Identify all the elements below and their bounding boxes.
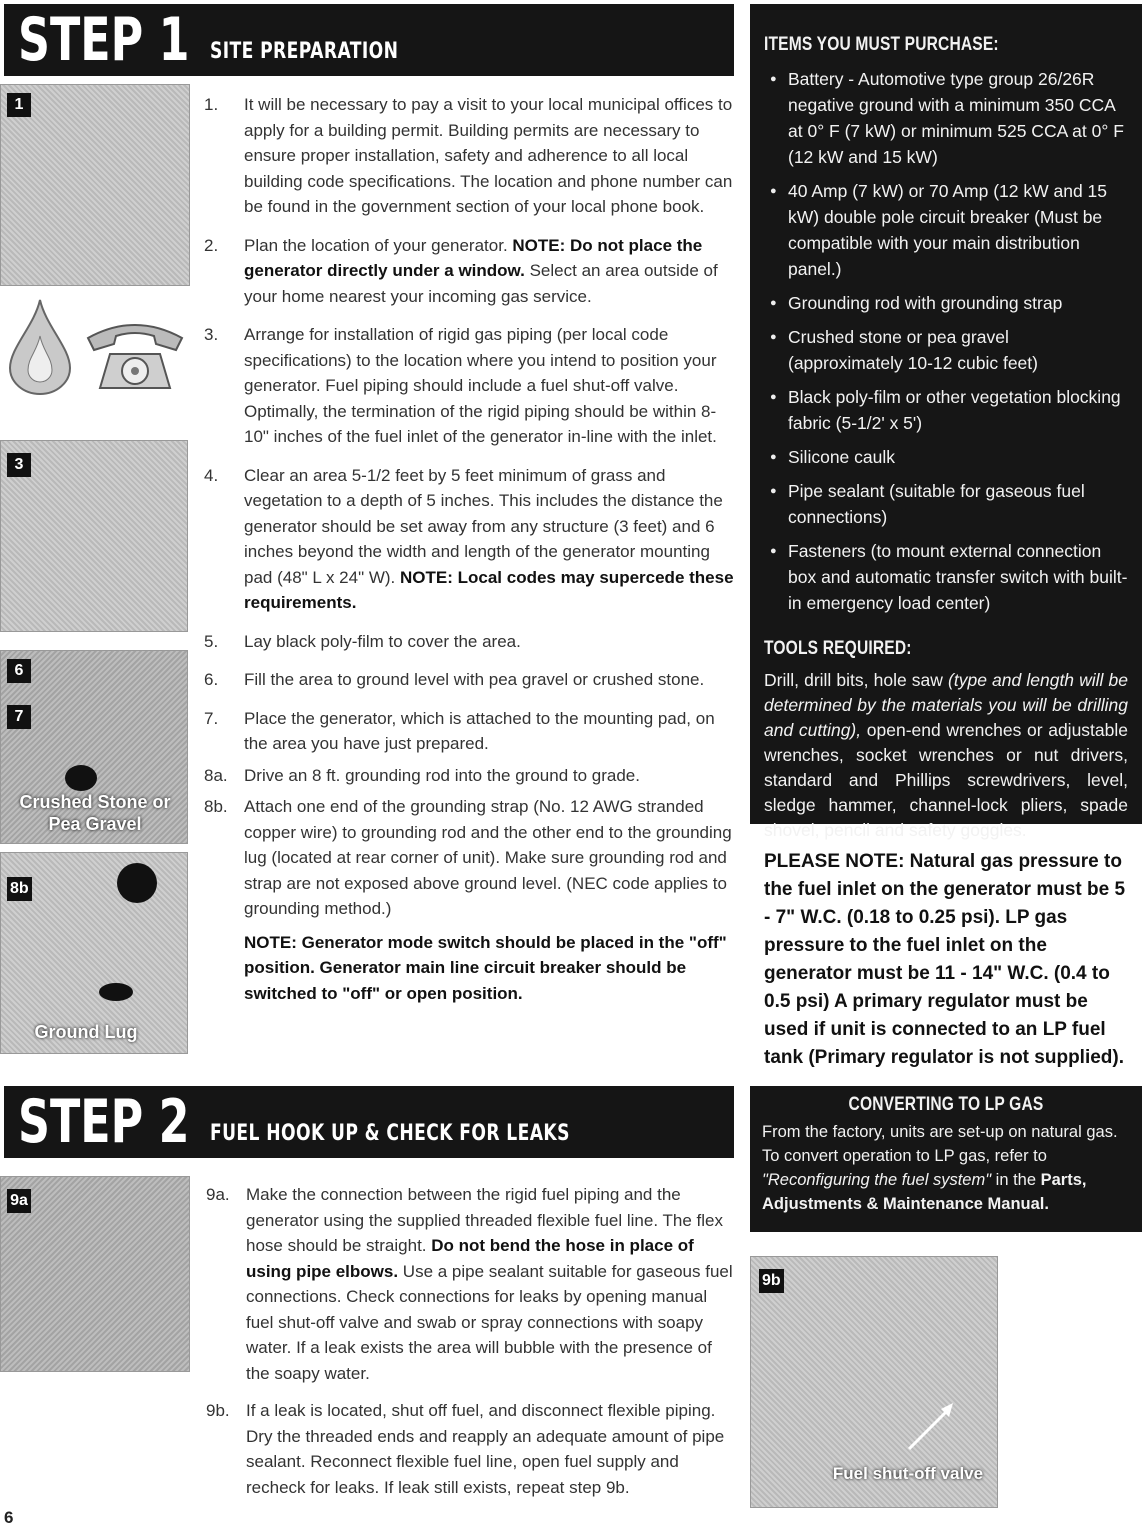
please-note: PLEASE NOTE: Natural gas pressure to the fuel inlet on the generator must be 5 - 7" W.C. (0.18 to 0.25 psi). LP gas pressure to the fuel inlet on the generator must be 11 - 14" W.C. (0.4 to 0.5 psi) A primary regulator must be used if unit is connected to an LP fuel tank (Primary regulator is not supplied). xyxy=(764,851,1126,1068)
list-item: 3. Arrange for installation of rigid gas piping (per local code specifications) to the location where you intend to position your generator. Fuel piping should include a fuel shut-off valve. Optimally, the termination of the rigid piping should be within 8-10" inches of the fuel inlet of the generator in-line with the inlet. xyxy=(204,325,717,446)
lp-text: From the factory, units are set-up on natural gas. To convert operation to LP gas, refer to "Reconfiguring the fuel system" in the Parts, Adjustments & Maintenance Manual. xyxy=(762,1123,1118,1213)
list-item: 1. It will be necessary to pay a visit to your local municipal offices to apply for a building permit. Building permits are necessary to ensure proper installation, safety and adherence to all local building code specifications. The location and phone number can be found in the government section of your local phone book. xyxy=(204,95,733,216)
photo-label-ground-lug: Ground Lug xyxy=(34,1022,138,1042)
photo-gas-piping xyxy=(0,440,188,632)
step-badge: 9b xyxy=(759,1269,784,1293)
list-item: 9a. Make the connection between the rigid fuel piping and the generator using the supplied threaded flexible fuel line. The flex hose should be straight. Do not bend the hose in place of using pipe elbows. Use a pipe sealant suitable for gaseous fuel connections. Check connections for leaks by opening manual fuel shut-off valve and swab or spray connections with soapy water. If a leak exists the area will bubble with the presence of the soapy water. xyxy=(206,1185,733,1383)
photo-fuel-connection xyxy=(0,1176,190,1372)
list-item: ● Crushed stone or pea gravel (approximately 10-12 cubic feet) xyxy=(764,324,1128,376)
photo-crushed-stone xyxy=(0,650,188,844)
list-item: 8b. Attach one end of the grounding strap (No. 12 AWG stranded copper wire) to grounding rod and the other end to the grounding lug (located at rear corner of unit). Make sure grounding rod and strap are not exposed above ground level. (NEC code applies to grounding method.) xyxy=(204,797,732,918)
list-item: ● Black poly-film or other vegetation blocking fabric (5-1/2' x 5') xyxy=(764,384,1128,436)
list-item: ● 40 Amp (7 kW) or 70 Amp (12 kW and 15 kW) double pole circuit breaker (Must be compatible with your main distribution panel.) xyxy=(764,178,1128,282)
list-item: ● Battery - Automotive type group 26/26R negative ground with a minimum 350 CCA at 0° F (7 kW) or minimum 525 CCA at 0° F (12 kW and 15 kW) xyxy=(764,66,1128,170)
step2-banner xyxy=(4,1086,734,1158)
marker-dot xyxy=(99,983,133,1001)
step-badge: 7 xyxy=(7,705,31,729)
purchase-heading: ITEMS YOU MUST PURCHASE: xyxy=(764,34,999,55)
photo-label-fuel-valve: Fuel shut-off valve xyxy=(832,1464,984,1483)
telephone-icon xyxy=(80,318,190,392)
purchase-box xyxy=(750,4,1142,840)
list-item: 5. Lay black poly-film to cover the area. xyxy=(204,631,521,651)
step2-heading: STEP 2 xyxy=(18,1087,190,1157)
photo-house-site xyxy=(0,84,190,286)
list-item: 9b. If a leak is located, shut off fuel, and disconnect flexible piping. Dry the threaded ends and reapply an adequate amount of pipe sealant. Reconnect flexible fuel line, open fuel supply and recheck for leaks. If leak still exists, repeat step 9b. xyxy=(206,1401,725,1497)
list-item: ● Pipe sealant (suitable for gaseous fuel connections) xyxy=(764,478,1128,530)
step-badge: 6 xyxy=(7,659,31,683)
arrow-icon xyxy=(901,1397,961,1457)
step1-heading: STEP 1 xyxy=(18,5,190,75)
step1-subheading: SITE PREPARATION xyxy=(209,39,399,64)
marker-dot xyxy=(117,863,157,903)
list-item: ● Grounding rod with grounding strap xyxy=(764,290,1128,316)
step2-list xyxy=(206,1182,734,1500)
step1-final-note: NOTE: Generator mode switch should be placed in the "off" position. Generator main line circuit breaker should be switched to "off" or open position. xyxy=(244,932,727,1003)
step1-banner xyxy=(4,4,734,76)
step-badge: 3 xyxy=(7,453,31,477)
photo-shutoff-valve xyxy=(750,1256,998,1508)
lp-conversion-box xyxy=(750,1086,1142,1232)
list-item: ● Silicone caulk xyxy=(764,444,1128,470)
list-item: ● Fasteners (to mount external connection box and automatic transfer switch with built-in emergency load center) xyxy=(764,538,1128,616)
gas-drop-icon xyxy=(4,296,76,396)
photo-label-crushed-stone: Crushed Stone or Pea Gravel xyxy=(19,792,171,834)
step-badge: 8b xyxy=(7,877,32,901)
step-badge: 9a xyxy=(7,1189,31,1213)
page-number: 6 xyxy=(4,1508,14,1527)
list-item: 6. Fill the area to ground level with pea gravel or crushed stone. xyxy=(204,670,705,689)
list-item: 2. Plan the location of your generator. NOTE: Do not place the generator directly under a window. Select an area outside of your home nearest your incoming gas service. xyxy=(204,235,718,306)
list-item: 4. Clear an area 5-1/2 feet by 5 feet minimum of grass and vegetation to a depth of 5 inches. This includes the distance the generator should be set away from any structure (3 feet) and 6 inches beyond the width and length of the generator mounting pad (48" L x 24" W). NOTE: Local codes may supercede these requirements. xyxy=(204,465,734,612)
step2-subheading: FUEL HOOK UP & CHECK FOR LEAKS xyxy=(209,1121,570,1146)
photo-ground-lug xyxy=(0,852,188,1054)
purchase-list xyxy=(764,66,1128,616)
tools-text: Drill, drill bits, hole saw (type and length will be determined by the materials you will be drilling and cutting), open-end wrenches or adjustable wrenches, socket wrenches or nut drivers, standard and Phillips screwdrivers, level, sledge hammer, channel-lock pliers, spade shovel, pencil and safety goggles. xyxy=(764,670,1129,840)
list-item: 8a. Drive an 8 ft. grounding rod into the ground to grade. xyxy=(204,765,640,785)
tools-heading: TOOLS REQUIRED: xyxy=(764,638,912,659)
list-item: 7. Place the generator, which is attached to the mounting pad, on the area you have just prepared. xyxy=(204,708,715,753)
step-badge: 1 xyxy=(7,93,31,117)
marker-dot xyxy=(65,765,97,791)
step1-list xyxy=(204,92,734,1006)
lp-heading: CONVERTING TO LP GAS xyxy=(848,1094,1044,1115)
